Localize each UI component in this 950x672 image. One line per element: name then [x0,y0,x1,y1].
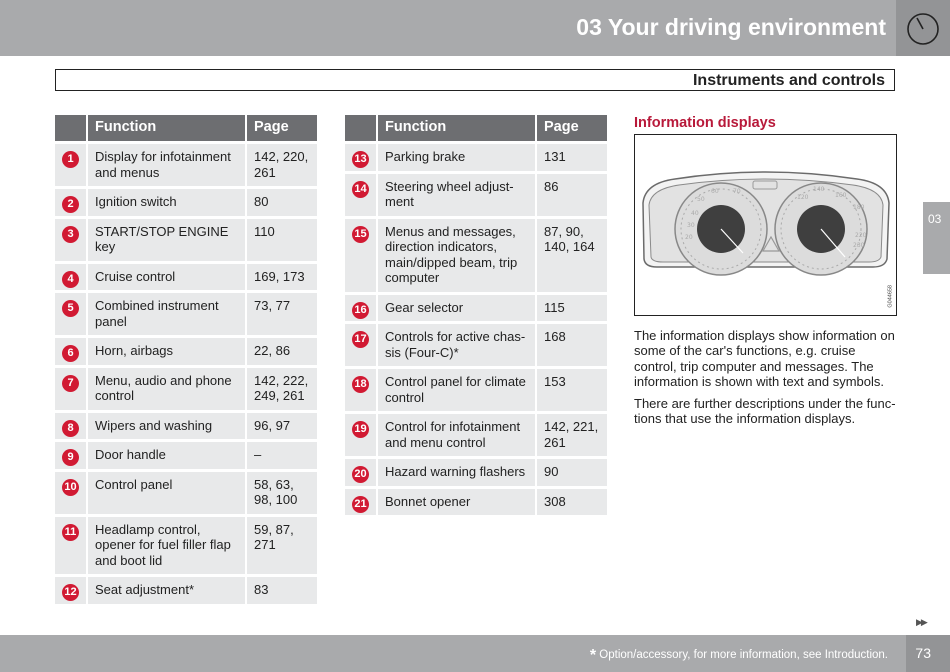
row-number-cell [345,174,376,216]
function-cell: Control panel [86,472,247,514]
row-number-cell [55,442,86,469]
page-cell: 58, 63, 98, 100 [247,472,317,514]
number-badge: 6 [62,345,79,362]
chapter-side-tab[interactable] [923,202,950,274]
function-cell: Bonnet opener [376,489,537,516]
page-cell: 110 [247,219,317,261]
number-badge: 14 [352,181,369,198]
function-cell: Combined instrument panel [86,293,247,335]
function-cell: Steering wheel adjust-ment [376,174,537,216]
table-row [55,338,317,365]
number-badge: 10 [62,479,79,496]
table-row [345,144,607,171]
number-badge: 17 [352,331,369,348]
function-cell: Menus and messages, direction indicators, main/dipped beam, trip computer [376,219,537,292]
table-row [55,293,317,335]
table-header-row [55,115,317,141]
function-cell: Cruise control [86,264,247,291]
svg-text:20: 20 [685,234,693,241]
table-row [55,413,317,440]
page-column-header: Page [537,115,607,141]
table-row [345,295,607,322]
row-number-cell [345,219,376,292]
function-cell: Door handle [86,442,247,469]
row-number-cell [55,219,86,261]
page-cell: 73, 77 [247,293,317,335]
table-row [345,324,607,366]
number-badge: 12 [62,584,79,601]
function-cell: Ignition switch [86,189,247,216]
table-row [345,369,607,411]
table-row [55,144,317,186]
row-number-cell [55,264,86,291]
function-cell: START/STOP ENGINE key [86,219,247,261]
page-cell: 142, 221, 261 [537,414,607,456]
page-cell: 59, 87, 271 [247,517,317,575]
table-header-row [345,115,607,141]
number-badge: 8 [62,420,79,437]
table-row [55,189,317,216]
page-column-header: Page [247,115,317,141]
footnote [590,647,888,665]
page-cell: 308 [537,489,607,516]
svg-text:50: 50 [697,196,705,203]
page-number: 73 [915,645,931,661]
number-badge: 16 [352,302,369,319]
function-column-header: Function [376,115,537,141]
function-cell: Seat adjustment* [86,577,247,604]
number-badge: 1 [62,151,79,168]
row-number-cell [345,489,376,516]
function-table-left [55,112,317,607]
number-badge: 7 [62,375,79,392]
svg-text:70: 70 [733,188,741,195]
info-heading: Information displays [634,115,776,131]
page-cell: 86 [537,174,607,216]
page-cell: 90 [537,459,607,486]
number-badge: 11 [62,524,79,541]
svg-text:220: 220 [855,232,867,239]
section-header-box [55,69,895,91]
number-badge: 21 [352,496,369,513]
function-cell: Hazard warning flashers [376,459,537,486]
info-paragraph-2: There are further descriptions under the func-tions that use the information displays. [634,396,896,427]
function-cell: Menu, audio and phone control [86,368,247,410]
function-cell: Controls for active chas-sis (Four-C)* [376,324,537,366]
row-number-cell [345,369,376,411]
number-badge: 4 [62,271,79,288]
page-cell: – [247,442,317,469]
row-number-cell [345,414,376,456]
page-cell: 80 [247,189,317,216]
number-column-header [345,115,376,141]
number-badge: 13 [352,151,369,168]
table-row [55,472,317,514]
table-row [345,174,607,216]
page-cell: 169, 173 [247,264,317,291]
row-number-cell [55,189,86,216]
page-cell: 142, 222, 249, 261 [247,368,317,410]
table-row [55,577,317,604]
table-row [345,459,607,486]
table-row [345,414,607,456]
function-cell: Parking brake [376,144,537,171]
function-cell: Control for infotainment and menu control [376,414,537,456]
row-number-cell [345,459,376,486]
footnote-asterisk: * [589,647,597,664]
page-cell: 22, 86 [247,338,317,365]
svg-text:160: 160 [835,192,847,199]
page-cell: 87, 90, 140, 164 [537,219,607,292]
chapter-title: 03 Your driving environment [576,14,886,40]
info-paragraph-1: The information displays show information on some of the car's functions, e.g. cruise control, trip computer and messages. The information is shown with text and symbols. [634,328,895,389]
continue-arrows-icon: ▶▶ [916,617,926,627]
page-cell: 115 [537,295,607,322]
svg-text:60: 60 [711,188,719,195]
row-number-cell [345,324,376,366]
number-badge: 19 [352,421,369,438]
function-column-header: Function [86,115,247,141]
row-number-cell [55,144,86,186]
footnote-text: Option/accessory, for more information, see Introduction. [599,649,888,661]
page-cell: 168 [537,324,607,366]
number-badge: 5 [62,300,79,317]
instrument-cluster-illustration [635,135,896,315]
number-column-header [55,115,86,141]
row-number-cell [345,295,376,322]
row-number-cell [55,293,86,335]
function-cell: Wipers and washing [86,413,247,440]
row-number-cell [55,368,86,410]
table-row [55,442,317,469]
row-number-cell [345,144,376,171]
table-row [55,264,317,291]
function-cell: Headlamp control, opener for fuel filler flap and boot lid [86,517,247,575]
number-badge: 20 [352,466,369,483]
svg-text:40: 40 [691,210,699,217]
number-badge: 15 [352,226,369,243]
row-number-cell [55,517,86,575]
svg-text:120: 120 [797,194,809,201]
number-badge: 3 [62,226,79,243]
footer-bar [0,635,950,672]
svg-text:180: 180 [853,204,865,211]
number-badge: 2 [62,196,79,213]
speedometer-icon [906,12,940,46]
svg-text:140: 140 [813,186,825,193]
function-cell: Gear selector [376,295,537,322]
row-number-cell [55,577,86,604]
row-number-cell [55,413,86,440]
row-number-cell [55,338,86,365]
chapter-badge [896,0,950,56]
function-cell: Display for infotainment and menus [86,144,247,186]
figure-code: G044658 [888,285,894,308]
page-cell: 153 [537,369,607,411]
row-number-cell [55,472,86,514]
function-cell: Horn, airbags [86,338,247,365]
page-cell: 83 [247,577,317,604]
svg-text:30: 30 [687,222,695,229]
table-row [55,219,317,261]
table-row [55,517,317,575]
table-row [345,219,607,292]
function-table-right [345,112,607,518]
number-badge: 9 [62,449,79,466]
function-cell: Control panel for climate control [376,369,537,411]
section-title: Instruments and controls [692,72,885,89]
svg-text:230: 230 [853,242,865,249]
side-tab-label: 03 [928,212,942,226]
instrument-panel-figure [634,134,897,316]
table-row [345,489,607,516]
number-badge: 18 [352,376,369,393]
table-row [55,368,317,410]
page-cell: 96, 97 [247,413,317,440]
header-bar [0,0,950,56]
page-cell: 142, 220, 261 [247,144,317,186]
page-cell: 131 [537,144,607,171]
